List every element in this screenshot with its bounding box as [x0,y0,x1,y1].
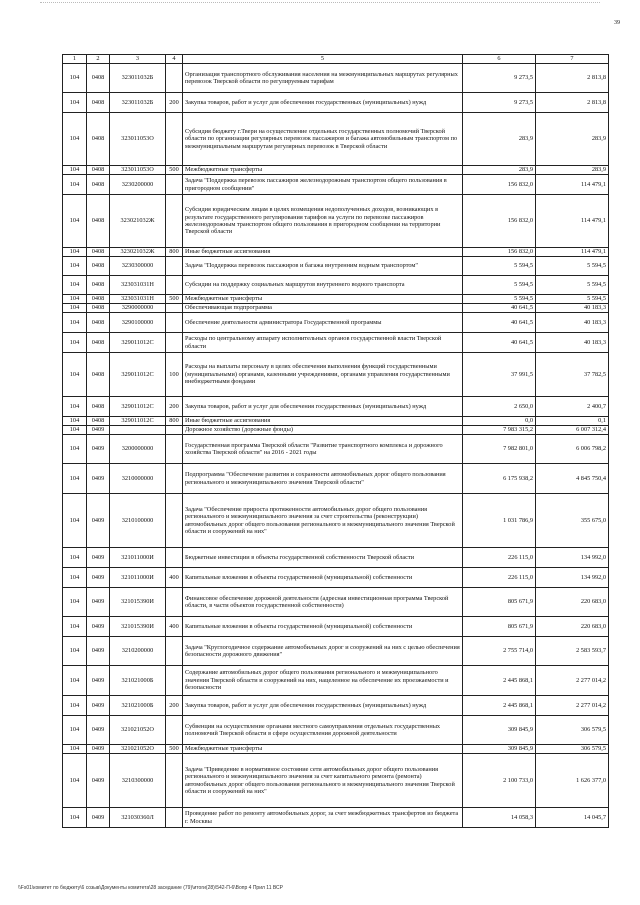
header-cell: 5 [183,55,463,64]
table-row [63,397,609,417]
table-row [63,313,609,333]
table-row [63,754,609,808]
table-row [63,617,609,637]
header-cell: 4 [166,55,183,64]
cell-planned: 283,9 [463,113,536,166]
cell-executed: 2 813,8 [536,64,609,93]
cell-description: Межбюджетные трансферты [183,166,463,175]
cell-subsection: 0409 [87,494,110,548]
cell-subsection: 0409 [87,568,110,588]
cell-subsection: 0408 [87,64,110,93]
cell-expense-type [166,808,183,828]
cell-expense-type: 200 [166,397,183,417]
table-row [63,64,609,93]
budget-table [62,54,609,828]
cell-section: 104 [63,257,87,276]
cell-section: 104 [63,494,87,548]
cell-expense-type [166,464,183,494]
cell-subsection: 0408 [87,175,110,195]
cell-section: 104 [63,435,87,464]
cell-expense-type: 200 [166,696,183,716]
table-row [63,426,609,435]
cell-expense-type [166,304,183,313]
cell-executed: 114 479,1 [536,175,609,195]
cell-planned: 5 594,5 [463,295,536,304]
cell-section: 104 [63,716,87,745]
cell-expense-type [166,494,183,548]
table-row [63,464,609,494]
table-row [63,435,609,464]
cell-description: Организация транспортного обслуживания населения на межмуниципальных маршрутах регулярных перевозок Тверской области по регулируемым тарифам [183,64,463,93]
cell-planned: 6 175 938,2 [463,464,536,494]
cell-executed: 114 479,1 [536,248,609,257]
cell-executed: 306 579,5 [536,745,609,754]
cell-description: Закупка товаров, работ и услуг для обеспечения государственных (муниципальных) нужд [183,397,463,417]
cell-executed: 5 594,5 [536,276,609,295]
cell-description: Задача "Приведение в нормативное состояние сети автомобильных дорог общего пользования регионального и межмуниципального значения за счет капитального ремонта (ремонта) автомобильных дорог общего пользования регионального и межмуниципального значения Тверской области и сооружений на них" [183,754,463,808]
cell-planned: 9 273,5 [463,93,536,113]
cell-subsection: 0409 [87,696,110,716]
cell-subsection: 0408 [87,166,110,175]
cell-subsection: 0408 [87,257,110,276]
header-cell: 6 [463,55,536,64]
table-row [63,588,609,617]
cell-section: 104 [63,745,87,754]
header-cell: 7 [536,55,609,64]
cell-expense-type [166,588,183,617]
cell-description: Подпрограмма "Обеспечение развития и сохранности автомобильных дорог общего пользования регионального и межмуниципального значения Тверской области" [183,464,463,494]
cell-planned: 156 832,0 [463,248,536,257]
cell-expense-type [166,637,183,666]
cell-expense-type: 500 [166,745,183,754]
cell-target-code: 321021052О [110,716,166,745]
cell-description: Капитальные вложения в объекты государственной (муниципальной) собственности [183,568,463,588]
cell-target-code: 3290000000 [110,304,166,313]
cell-expense-type [166,754,183,808]
cell-description: Задача "Поддержка перевозок пассажиров железнодорожным транспортом общего пользования в пригородном сообщении" [183,175,463,195]
cell-section: 104 [63,248,87,257]
cell-planned: 283,9 [463,166,536,175]
cell-planned: 7 982 801,0 [463,435,536,464]
header-cell: 2 [87,55,110,64]
cell-section: 104 [63,304,87,313]
cell-executed: 114 479,1 [536,195,609,248]
cell-target-code [110,426,166,435]
cell-target-code: 321011000И [110,548,166,568]
cell-section: 104 [63,588,87,617]
cell-target-code: 3290100000 [110,313,166,333]
cell-description: Задача "Круглогодичное содержание автомобильных дорог и сооружений на них с целью обеспечения безопасности дорожного движения" [183,637,463,666]
cell-executed: 2 277 014,2 [536,666,609,696]
cell-planned: 7 983 315,2 [463,426,536,435]
cell-subsection: 0408 [87,353,110,397]
cell-subsection: 0408 [87,304,110,313]
cell-expense-type: 800 [166,248,183,257]
cell-section: 104 [63,754,87,808]
cell-subsection: 0408 [87,313,110,333]
cell-target-code: 323031031Н [110,276,166,295]
cell-description: Субсидия бюджету г.Твери на осуществление отдельных государственных полномочий Тверской области по организации регулярных перевозок пассажиров и багажа автомобильным транспортом по межмуниципальным маршрутам регулярных перевозок в Тверской области [183,113,463,166]
header-cell: 1 [63,55,87,64]
cell-subsection: 0408 [87,397,110,417]
cell-executed: 2 583 593,7 [536,637,609,666]
cell-target-code: 321015390И [110,588,166,617]
cell-section: 104 [63,397,87,417]
table-row [63,637,609,666]
cell-executed: 2 400,7 [536,397,609,417]
cell-description: Бюджетные инвестиции в объекты государственной собственности Тверской области [183,548,463,568]
cell-executed: 355 675,0 [536,494,609,548]
cell-planned: 37 991,5 [463,353,536,397]
cell-target-code: 321021052О [110,745,166,754]
cell-planned: 805 671,9 [463,588,536,617]
cell-section: 104 [63,195,87,248]
cell-expense-type [166,426,183,435]
cell-planned: 5 594,5 [463,276,536,295]
cell-executed: 1 626 377,0 [536,754,609,808]
cell-expense-type [166,113,183,166]
cell-target-code: 3210000000 [110,464,166,494]
cell-description: Закупка товаров, работ и услуг для обеспечения государственных (муниципальных) нужд [183,696,463,716]
footer-file-path: \\Fs01\комитет по бюджету\6 созыв\Документы комитета\28 заседание (79)\итоги(28)\542-П-6\Вопр 4 Прил 11 ВСР [18,885,283,891]
cell-planned: 2 445 868,1 [463,696,536,716]
cell-subsection: 0408 [87,276,110,295]
scan-edge [40,2,600,4]
cell-executed: 283,9 [536,113,609,166]
cell-executed: 220 683,0 [536,617,609,637]
cell-target-code: 3210100000 [110,494,166,548]
cell-subsection: 0409 [87,745,110,754]
cell-executed: 5 594,5 [536,257,609,276]
cell-expense-type: 200 [166,93,183,113]
cell-section: 104 [63,464,87,494]
cell-expense-type [166,716,183,745]
cell-expense-type [166,64,183,93]
cell-planned: 2 100 733,0 [463,754,536,808]
table-row [63,257,609,276]
cell-subsection: 0408 [87,333,110,353]
cell-executed: 0,1 [536,417,609,426]
cell-planned: 40 641,5 [463,313,536,333]
cell-target-code: 323011032Б [110,93,166,113]
cell-expense-type [166,333,183,353]
cell-section: 104 [63,617,87,637]
cell-section: 104 [63,175,87,195]
cell-executed: 14 045,7 [536,808,609,828]
cell-expense-type: 400 [166,568,183,588]
cell-description: Задача "Обеспечение прироста протяженности автомобильных дорог общего пользования регионального и межмуниципального значения за счет строительства (реконструкции) автомобильных дорог общего пользования регионального и межмуниципального значения Тверской области и сооружений на них" [183,494,463,548]
cell-target-code: 323011053О [110,166,166,175]
cell-section: 104 [63,568,87,588]
cell-section: 104 [63,808,87,828]
cell-expense-type: 500 [166,295,183,304]
cell-description: Межбюджетные трансферты [183,295,463,304]
cell-subsection: 0408 [87,295,110,304]
cell-subsection: 0408 [87,113,110,166]
cell-description: Закупка товаров, работ и услуг для обеспечения государственных (муниципальных) нужд [183,93,463,113]
cell-section: 104 [63,353,87,397]
cell-planned: 40 641,5 [463,304,536,313]
cell-expense-type: 500 [166,166,183,175]
cell-description: Дорожное хозяйство (дорожные фонды) [183,426,463,435]
cell-target-code: 323021032Ж [110,248,166,257]
cell-expense-type: 400 [166,617,183,637]
table-row [63,494,609,548]
cell-target-code: 321021000Б [110,666,166,696]
table-row [63,417,609,426]
cell-subsection: 0409 [87,435,110,464]
cell-executed: 306 579,5 [536,716,609,745]
cell-executed: 283,9 [536,166,609,175]
table-row [63,276,609,295]
table-row [63,568,609,588]
cell-section: 104 [63,417,87,426]
cell-expense-type [166,313,183,333]
cell-subsection: 0409 [87,808,110,828]
table-row [63,166,609,175]
cell-target-code: 329011012С [110,333,166,353]
cell-section: 104 [63,93,87,113]
table-row [63,745,609,754]
cell-subsection: 0409 [87,617,110,637]
cell-subsection: 0409 [87,637,110,666]
table-row [63,248,609,257]
cell-executed: 37 782,5 [536,353,609,397]
cell-target-code: 329011012С [110,397,166,417]
cell-section: 104 [63,637,87,666]
cell-target-code: 321021000Б [110,696,166,716]
cell-description: Иные бюджетные ассигнования [183,248,463,257]
cell-planned: 226 115,0 [463,548,536,568]
cell-description: Обеспечение деятельности администратора Государственной программы [183,313,463,333]
cell-target-code: 323011032Б [110,64,166,93]
cell-description: Содержание автомобильных дорог общего пользования регионального и межмуниципального значения Тверской области и сооружений на них, нацеленное на обеспечение их проезжаемости и безопасности [183,666,463,696]
cell-executed: 2 277 014,2 [536,696,609,716]
cell-target-code: 3210200000 [110,637,166,666]
cell-planned: 5 594,5 [463,257,536,276]
cell-executed: 134 992,0 [536,568,609,588]
cell-target-code: 3230200000 [110,175,166,195]
cell-executed: 134 992,0 [536,548,609,568]
cell-target-code: 321011000И [110,568,166,588]
cell-subsection: 0409 [87,588,110,617]
table-row [63,666,609,696]
cell-section: 104 [63,333,87,353]
cell-planned: 14 058,3 [463,808,536,828]
table-row [63,93,609,113]
cell-description: Субсидии на поддержку социальных маршрутов внутреннего водного транспорта [183,276,463,295]
cell-section: 104 [63,696,87,716]
cell-section: 104 [63,113,87,166]
cell-description: Субсидия юридическим лицам в целях возмещения недополученных доходов, возникающих в результате государственного регулирования тарифов на услуги по перевозке пассажиров железнодорожным транспортом общего пользования в пригородном сообщении на территории Тверской области [183,195,463,248]
cell-planned: 2 445 868,1 [463,666,536,696]
cell-subsection: 0408 [87,93,110,113]
table-row [63,295,609,304]
cell-subsection: 0408 [87,417,110,426]
cell-target-code: 3230300000 [110,257,166,276]
table-row [63,333,609,353]
cell-subsection: 0409 [87,716,110,745]
page-number: 39 [614,20,620,26]
cell-target-code: 323021032Ж [110,195,166,248]
table-row [63,716,609,745]
cell-target-code: 329011012С [110,353,166,397]
cell-section: 104 [63,64,87,93]
header-cell: 3 [110,55,166,64]
cell-subsection: 0408 [87,195,110,248]
cell-executed: 220 683,0 [536,588,609,617]
cell-planned: 9 273,5 [463,64,536,93]
cell-description: Расходы по центральному аппарату исполнительных органов государственной власти Тверской области [183,333,463,353]
table-row [63,304,609,313]
cell-target-code: 323011053О [110,113,166,166]
cell-target-code: 321030360Л [110,808,166,828]
cell-description: Расходы на выплаты персоналу в целях обеспечения выполнения функций государственными (муниципальными) органами, казенными учреждениями, органами управления государственными внебюджетными фондами [183,353,463,397]
cell-subsection: 0409 [87,426,110,435]
cell-planned: 1 031 786,9 [463,494,536,548]
cell-subsection: 0408 [87,248,110,257]
cell-description: Задача "Поддержка перевозок пассажиров и багажа внутренним водным транспортом" [183,257,463,276]
cell-description: Проведение работ по ремонту автомобильных дорог, за счет межбюджетных трансфертов из бюджета г. Москвы [183,808,463,828]
cell-expense-type [166,666,183,696]
cell-subsection: 0409 [87,666,110,696]
cell-executed: 4 845 750,4 [536,464,609,494]
cell-subsection: 0409 [87,754,110,808]
cell-executed: 2 813,8 [536,93,609,113]
cell-section: 104 [63,548,87,568]
cell-executed: 40 183,3 [536,333,609,353]
table-row [63,175,609,195]
cell-description: Субвенции на осуществление органами местного самоуправления отдельных государственных полномочий Тверской области в сфере осуществления дорожной деятельности [183,716,463,745]
cell-subsection: 0409 [87,464,110,494]
table-row [63,195,609,248]
cell-expense-type: 800 [166,417,183,426]
cell-planned: 2 755 714,0 [463,637,536,666]
table-row [63,696,609,716]
cell-expense-type: 100 [166,353,183,397]
cell-planned: 2 650,0 [463,397,536,417]
cell-planned: 0,0 [463,417,536,426]
cell-description: Государственная программа Тверской области "Развитие транспортного комплекса и дорожного хозяйства Тверской области" на 2016 - 2021 годы [183,435,463,464]
cell-description: Иные бюджетные ассигнования [183,417,463,426]
cell-expense-type [166,548,183,568]
cell-executed: 40 183,3 [536,304,609,313]
cell-planned: 156 832,0 [463,195,536,248]
table-row [63,808,609,828]
cell-description: Финансовое обеспечение дорожной деятельности (адресная инвестиционная программа Тверской области, в части объектов государственной собственности) [183,588,463,617]
cell-section: 104 [63,276,87,295]
cell-executed: 6 006 798,2 [536,435,609,464]
cell-section: 104 [63,426,87,435]
table-row [63,548,609,568]
cell-section: 104 [63,666,87,696]
table-header-row [63,55,609,64]
cell-section: 104 [63,295,87,304]
cell-expense-type [166,257,183,276]
cell-target-code: 3200000000 [110,435,166,464]
cell-expense-type [166,195,183,248]
cell-description: Капитальные вложения в объекты государственной (муниципальной) собственности [183,617,463,637]
cell-expense-type [166,175,183,195]
cell-planned: 156 832,0 [463,175,536,195]
cell-subsection: 0409 [87,548,110,568]
cell-planned: 40 641,5 [463,333,536,353]
cell-target-code: 329011012С [110,417,166,426]
table-row [63,353,609,397]
cell-target-code: 323031031Н [110,295,166,304]
cell-target-code: 3210300000 [110,754,166,808]
table-row [63,113,609,166]
cell-section: 104 [63,166,87,175]
cell-expense-type [166,276,183,295]
cell-executed: 5 594,5 [536,295,609,304]
cell-target-code: 321015390И [110,617,166,637]
cell-section: 104 [63,313,87,333]
cell-executed: 40 183,3 [536,313,609,333]
cell-planned: 309 845,9 [463,716,536,745]
cell-planned: 805 671,9 [463,617,536,637]
cell-planned: 309 845,9 [463,745,536,754]
cell-planned: 226 115,0 [463,568,536,588]
cell-executed: 6 007 312,4 [536,426,609,435]
cell-expense-type [166,435,183,464]
cell-description: Межбюджетные трансферты [183,745,463,754]
cell-description: Обеспечивающая подпрограмма [183,304,463,313]
